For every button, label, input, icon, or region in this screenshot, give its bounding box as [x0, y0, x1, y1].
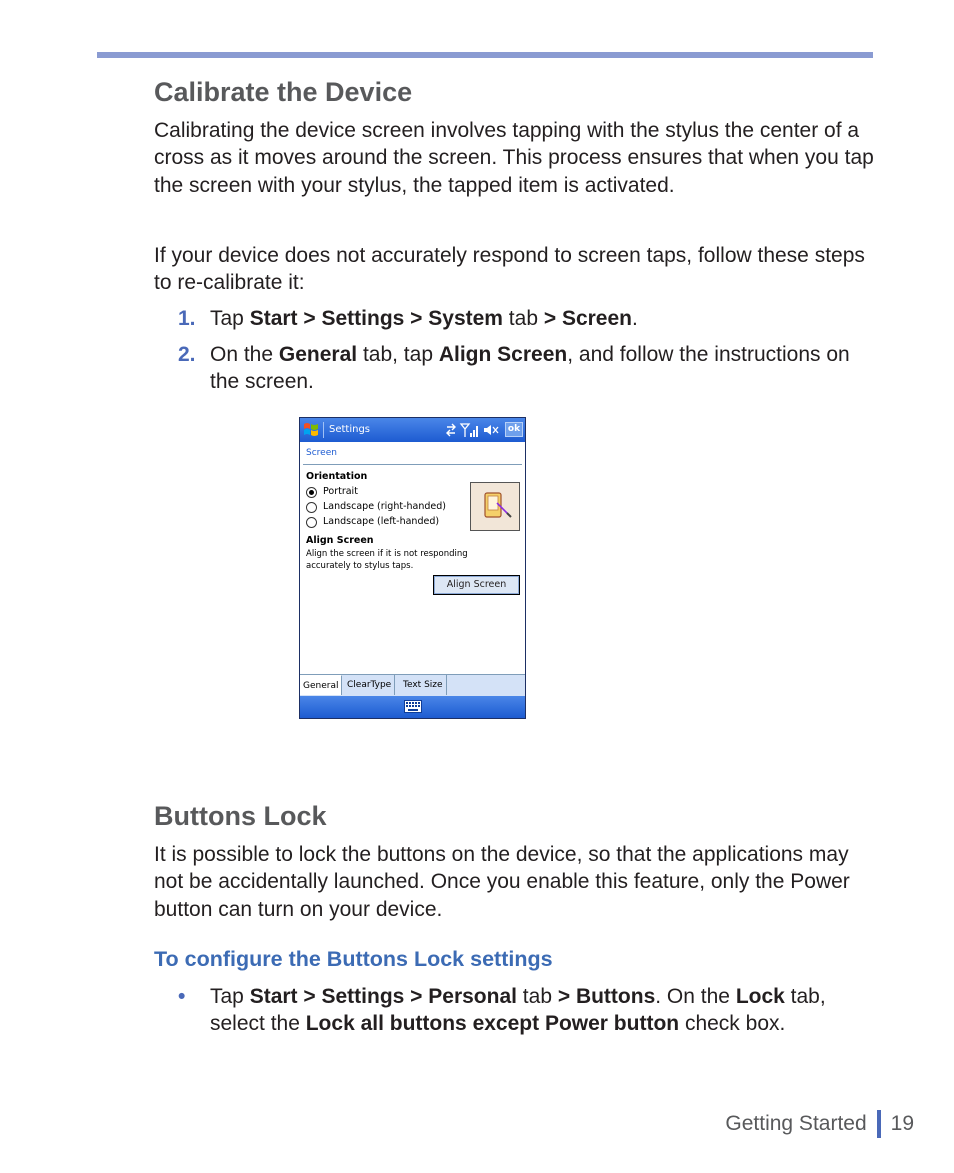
step-text: On the General tab, tap Align Screen, and follow the instructions on the screen. — [210, 343, 850, 394]
buttons-lock-subheading: To configure the Buttons Lock settings — [154, 947, 553, 971]
screen-subtitle: Screen — [306, 448, 337, 458]
subtitle-rule — [303, 464, 522, 465]
buttons-lock-intro: It is possible to lock the buttons on the device, so that the applications may not be accidentally launched. Once you enable this feature, only the Power button can turn on your device. — [154, 843, 850, 921]
tab-general[interactable]: General — [300, 675, 342, 695]
page-footer — [725, 1110, 914, 1138]
footer-section-name: Getting Started — [725, 1112, 867, 1135]
tab-cleartype[interactable]: ClearType — [344, 675, 395, 695]
bullet-mark: • — [178, 985, 186, 1008]
device-screenshot — [299, 417, 526, 719]
footer-divider — [877, 1110, 881, 1138]
calibrate-intro: Calibrating the device screen involves tapping with the stylus the center of a cross as it moves around the screen. This process ensures that when you tap the screen with your stylus, the tapped item is activated. — [154, 119, 874, 197]
calibrate-instructions: If your device does not accurately respond to screen taps, follow these steps to re-calibrate it: — [154, 244, 865, 295]
align-screen-button[interactable]: Align Screen — [433, 575, 520, 595]
ok-button[interactable]: ok — [505, 422, 523, 437]
step-text: Tap Start > Settings > System tab > Screen. — [210, 307, 638, 330]
option-landscape-left-label: Landscape (left-handed) — [323, 516, 440, 527]
keyboard-icon[interactable] — [404, 700, 422, 713]
section-title-buttons-lock: Buttons Lock — [154, 801, 327, 831]
align-desc-line-1: Align the screen if it is not responding — [306, 549, 468, 559]
status-tray-icons — [444, 421, 500, 439]
align-screen-label: Align Screen — [306, 535, 374, 546]
device-title-bar — [300, 418, 525, 442]
align-desc-line-2: accurately to stylus taps. — [306, 561, 414, 571]
tab-text-size[interactable]: Text Size — [400, 675, 447, 695]
header-rule — [97, 52, 873, 58]
title-separator — [323, 422, 324, 438]
step-number: 1. — [178, 307, 196, 330]
windows-start-icon[interactable] — [303, 421, 319, 437]
option-portrait-label: Portrait — [323, 486, 358, 497]
radio-portrait[interactable] — [306, 487, 317, 498]
section-title-calibrate: Calibrate the Device — [154, 77, 413, 107]
orientation-preview-icon — [470, 482, 520, 531]
radio-landscape-left[interactable] — [306, 517, 317, 528]
bullet-text: Tap Start > Settings > Personal tab > Buttons. On the Lock tab, select the Lock all buttons except Power button check box. — [210, 985, 826, 1036]
step-number: 2. — [178, 343, 196, 366]
device-title: Settings — [329, 424, 371, 435]
page-number: 19 — [890, 1112, 914, 1135]
device-bottom-bar — [300, 696, 525, 718]
option-landscape-right-label: Landscape (right-handed) — [323, 501, 446, 512]
radio-landscape-right[interactable] — [306, 502, 317, 513]
orientation-label: Orientation — [306, 471, 368, 482]
